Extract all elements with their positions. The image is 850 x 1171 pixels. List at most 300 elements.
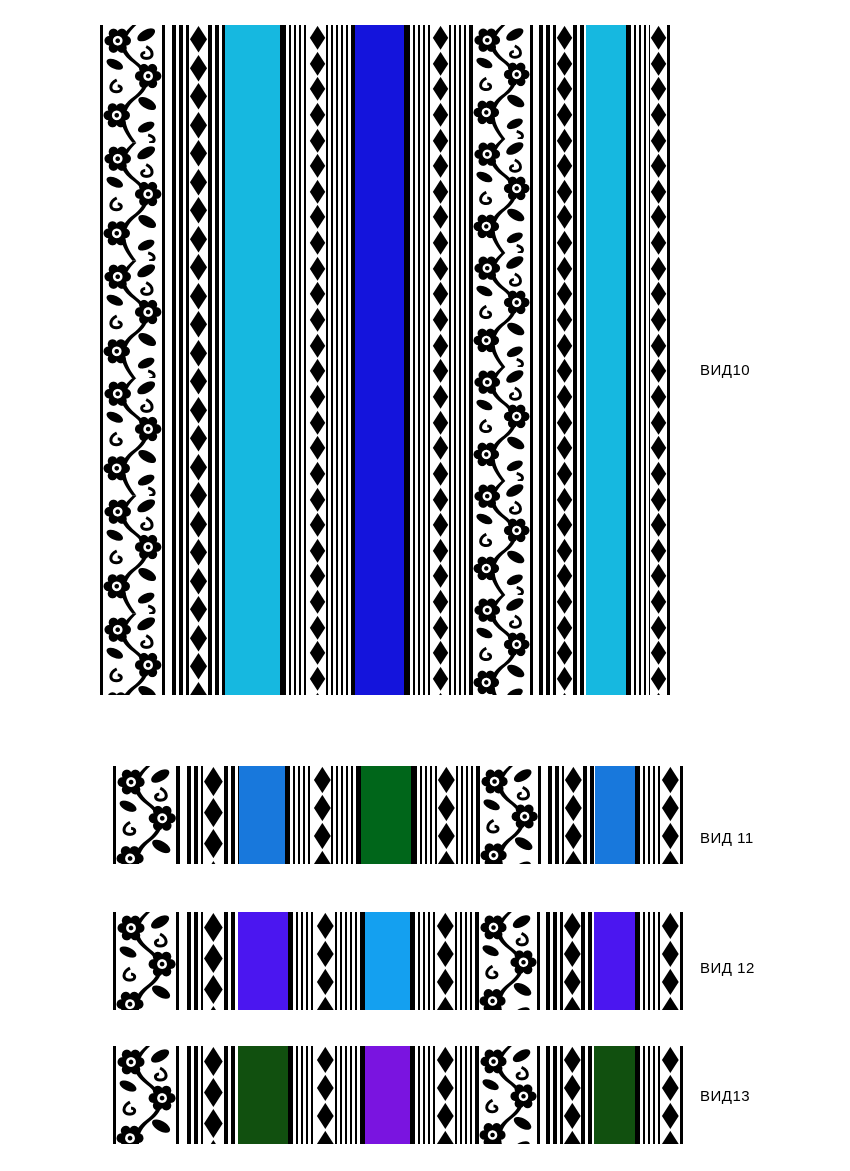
floral-vine-motif [116,912,176,1010]
stripe-row [100,25,670,695]
diamond-motif [661,766,680,794]
diamond-stack [661,1046,680,1144]
diamond-motif [309,435,326,461]
diamond-motif [432,179,449,205]
diamond-band [661,766,680,864]
diamond-motif [189,681,208,696]
diamond-motif [203,828,224,859]
diamond-motif [432,153,449,179]
diamond-motif [309,563,326,589]
thick-line-band [187,912,204,1010]
diamond-motif [189,624,208,653]
diamond-motif [309,512,326,538]
floral-vine-motif [473,481,530,595]
floral-band [479,1046,537,1144]
diamond-band [203,912,224,1010]
diamond-motif [309,589,326,615]
diamond-motif [316,912,335,940]
thick-line-band [539,25,556,695]
diamond-motif [313,794,332,822]
diamond-motif [309,692,326,695]
diamond-motif [309,487,326,513]
diamond-motif [661,912,680,940]
diamond-motif [556,25,573,51]
diamond-motif [556,358,573,384]
diamond-motif [650,692,667,695]
diamond-motif [432,512,449,538]
diamond-band [563,1046,582,1144]
diamond-motif [556,461,573,487]
floral-band [116,1046,176,1144]
color-band [239,766,285,864]
diamond-motif [316,1074,335,1102]
diamond-motif [436,1102,455,1130]
diamond-stack [436,912,455,1010]
diamond-motif [437,822,456,850]
diamond-stack [650,25,667,695]
diamond-motif [203,912,224,943]
diamond-motif [203,1046,224,1077]
white-gap [179,1046,186,1144]
diamond-motif [556,204,573,230]
diamond-motif [661,850,680,864]
floral-band [116,912,176,1010]
diamond-motif [309,153,326,179]
line-band [291,1046,316,1144]
floral-band [480,766,538,864]
diamond-motif [556,384,573,410]
diamond-motif [309,102,326,128]
line-band [335,1046,362,1144]
diamond-motif [556,487,573,513]
diamond-band [436,912,455,1010]
diamond-motif [556,435,573,461]
diamond-motif [189,139,208,168]
diamond-motif [189,339,208,368]
floral-stack [479,1046,537,1144]
diamond-stack [309,25,326,695]
diamond-motif [650,25,667,51]
diamond-motif [650,76,667,102]
diamond-motif [564,822,583,850]
diamond-motif [432,410,449,436]
line-band [456,766,477,864]
diamond-motif [650,281,667,307]
line-band [629,25,650,695]
diamond-stack [437,766,456,864]
diamond-motif [661,1074,680,1102]
diamond-motif [650,179,667,205]
floral-vine-motif [103,614,162,695]
diamond-motif [309,256,326,282]
thick-line-band [224,1046,239,1144]
diamond-motif [650,230,667,256]
color-band [595,766,635,864]
diamond-motif [432,128,449,154]
floral-vine-motif [103,378,162,496]
diamond-motif [563,940,582,968]
diamond-motif [432,435,449,461]
diamond-motif [432,615,449,641]
floral-stack [480,766,538,864]
floral-vine-motif [103,25,162,143]
floral-vine-motif [103,496,162,614]
black-rule [680,1046,683,1144]
pattern-panel [100,25,670,695]
diamond-motif [556,102,573,128]
diamond-motif [556,128,573,154]
diamond-motif [650,51,667,77]
thick-line-band [581,1046,593,1144]
color-band [594,1046,635,1144]
line-band [335,912,362,1010]
line-band [326,25,351,695]
diamond-band [650,25,667,695]
white-gap [180,766,187,864]
stripe-row [113,912,683,1010]
thick-line-band [224,912,239,1010]
diamond-motif [661,1130,680,1144]
diamond-motif [432,307,449,333]
diamond-motif [556,281,573,307]
diamond-motif [189,424,208,453]
diamond-motif [309,538,326,564]
line-band [449,25,470,695]
diamond-motif [189,510,208,539]
diamond-motif [309,410,326,436]
diamond-motif [189,481,208,510]
diamond-stack [436,1046,455,1144]
diamond-band [556,25,573,695]
diamond-motif [564,794,583,822]
diamond-motif [432,256,449,282]
diamond-stack [661,766,680,864]
diamond-motif [309,615,326,641]
diamond-motif [661,1046,680,1074]
diamond-motif [556,538,573,564]
diamond-motif [650,333,667,359]
floral-stack [479,912,537,1010]
diamond-motif [556,179,573,205]
diamond-motif [309,128,326,154]
floral-vine-motif [473,139,530,253]
pattern-panel [113,1046,683,1144]
diamond-band [564,766,583,864]
diamond-motif [203,1108,224,1139]
diamond-motif [316,996,335,1010]
diamond-band [432,25,449,695]
diamond-motif [650,487,667,513]
diamond-motif [309,333,326,359]
diamond-motif [437,850,456,864]
diamond-motif [436,1074,455,1102]
floral-stack [473,25,530,695]
thick-line-band [581,912,593,1010]
diamond-motif [650,128,667,154]
diamond-motif [650,358,667,384]
diamond-motif [432,76,449,102]
diamond-motif [650,615,667,641]
diamond-motif [436,1046,455,1074]
diamond-motif [563,1102,582,1130]
diamond-motif [563,996,582,1010]
diamond-motif [203,1005,224,1010]
diamond-motif [309,666,326,692]
black-rule [680,766,683,864]
floral-vine-motif [103,143,162,261]
line-band [638,912,661,1010]
floral-vine-motif [103,261,162,379]
diamond-motif [556,666,573,692]
diamond-stack [564,766,583,864]
diamond-motif [316,1102,335,1130]
diamond-motif [650,589,667,615]
floral-vine-motif [473,25,530,139]
diamond-motif [650,153,667,179]
floral-vine-motif [116,1046,176,1144]
diamond-motif [309,307,326,333]
pattern-panel [113,912,683,1010]
diamond-motif [189,367,208,396]
diamond-band [316,1046,335,1144]
color-band [238,912,288,1010]
diamond-motif [556,307,573,333]
diamond-stack [563,912,582,1010]
diamond-motif [189,196,208,225]
color-band [594,912,635,1010]
diamond-motif [203,766,224,797]
diamond-motif [437,794,456,822]
diamond-band [563,912,582,1010]
diamond-motif [556,589,573,615]
thick-line-band [187,1046,204,1144]
line-band [413,1046,436,1144]
diamond-motif [556,153,573,179]
diamond-motif [556,615,573,641]
line-band [291,912,316,1010]
diamond-motif [556,76,573,102]
floral-vine-motif [480,766,538,864]
diamond-motif [309,640,326,666]
diamond-motif [309,25,326,51]
diamond-band [661,1046,680,1144]
color-band [238,1046,288,1144]
diamond-motif [203,797,224,828]
diamond-motif [432,563,449,589]
diamond-stack [203,912,224,1010]
diamond-motif [650,461,667,487]
diamond-motif [316,1046,335,1074]
diamond-band [437,766,456,864]
diamond-motif [189,538,208,567]
diamond-band [436,1046,455,1144]
diamond-motif [189,168,208,197]
diamond-motif [309,358,326,384]
diamond-motif [556,333,573,359]
diamond-motif [203,1139,224,1144]
diamond-motif [432,487,449,513]
diamond-motif [313,850,332,864]
diamond-motif [432,384,449,410]
black-rule [667,25,670,695]
diamond-motif [661,1102,680,1130]
color-band [225,25,280,695]
diamond-motif [189,82,208,111]
diamond-motif [650,204,667,230]
color-band [361,766,411,864]
floral-vine-motif [473,367,530,481]
diamond-motif [650,640,667,666]
diamond-motif [650,666,667,692]
diamond-motif [556,512,573,538]
diamond-motif [203,974,224,1005]
diamond-band [661,912,680,1010]
diamond-motif [189,595,208,624]
diamond-motif [432,204,449,230]
diamond-motif [563,912,582,940]
floral-band [479,912,537,1010]
diamond-motif [432,281,449,307]
diamond-band [316,912,335,1010]
diamond-motif [437,766,456,794]
floral-band [116,766,176,864]
line-band [455,912,476,1010]
diamond-band [309,25,326,695]
line-band [415,766,438,864]
diamond-motif [189,652,208,681]
diamond-stack [316,1046,335,1144]
diamond-stack [203,1046,224,1144]
thick-line-band [573,25,586,695]
diamond-motif [650,435,667,461]
diamond-motif [650,410,667,436]
diamond-stack [313,766,332,864]
thick-line-band [583,766,595,864]
diamond-motif [436,968,455,996]
diamond-motif [432,333,449,359]
diamond-band [313,766,332,864]
thick-line-band [208,25,225,695]
diamond-motif [309,76,326,102]
diamond-motif [309,461,326,487]
line-band [331,766,358,864]
diamond-motif [432,589,449,615]
pattern-panel [113,766,683,864]
diamond-motif [650,102,667,128]
diamond-motif [436,940,455,968]
diamond-motif [432,640,449,666]
diamond-motif [563,1074,582,1102]
thick-line-band [187,766,204,864]
floral-vine-motif [473,253,530,367]
diamond-stack [316,912,335,1010]
diamond-motif [309,204,326,230]
diamond-motif [432,358,449,384]
diamond-motif [563,968,582,996]
panel-label: ВИД 12 [700,960,755,977]
floral-vine-motif [473,595,530,695]
thick-line-band [546,1046,563,1144]
color-band [586,25,626,695]
diamond-motif [432,25,449,51]
line-band [455,1046,476,1144]
panel-label: ВИД 11 [700,830,754,847]
diamond-band [203,1046,224,1144]
diamond-motif [432,461,449,487]
diamond-motif [316,968,335,996]
diamond-motif [661,794,680,822]
diamond-motif [432,51,449,77]
thick-line-band [172,25,189,695]
diamond-motif [661,996,680,1010]
diamond-motif [564,850,583,864]
floral-band [473,25,530,695]
diamond-motif [432,102,449,128]
diamond-motif [189,396,208,425]
diamond-motif [556,410,573,436]
color-band [365,1046,411,1144]
floral-stack [103,25,162,695]
diamond-motif [564,766,583,794]
floral-stack [116,912,176,1010]
diamond-motif [316,1130,335,1144]
floral-band [103,25,162,695]
line-band [284,25,309,695]
diamond-stack [189,25,208,695]
diamond-motif [189,567,208,596]
diamond-motif [650,256,667,282]
diamond-motif [436,912,455,940]
diamond-motif [309,281,326,307]
diamond-motif [203,860,224,864]
diamond-motif [309,179,326,205]
diamond-motif [189,253,208,282]
line-band [408,25,433,695]
line-band [638,766,661,864]
diamond-motif [650,307,667,333]
floral-vine-motif [116,766,176,864]
color-band [355,25,404,695]
panel-label: ВИД10 [700,362,751,379]
diamond-stack [661,912,680,1010]
diamond-stack [432,25,449,695]
diamond-motif [563,1046,582,1074]
diamond-motif [189,25,208,54]
diamond-band [189,25,208,695]
black-rule [680,912,683,1010]
diamond-motif [650,512,667,538]
diamond-motif [189,310,208,339]
diamond-motif [309,384,326,410]
floral-stack [116,766,176,864]
diamond-motif [432,666,449,692]
diamond-motif [316,940,335,968]
floral-stack [116,1046,176,1144]
panel-label: ВИД13 [700,1088,751,1105]
line-band [288,766,313,864]
diamond-band [203,766,224,864]
line-band [638,1046,661,1144]
diamond-stack [203,766,224,864]
diamond-motif [189,453,208,482]
floral-vine-motif [479,912,537,1010]
diamond-motif [432,538,449,564]
diamond-motif [661,968,680,996]
line-band [413,912,436,1010]
floral-vine-motif [479,1046,537,1144]
diamond-motif [650,563,667,589]
diamond-motif [313,766,332,794]
